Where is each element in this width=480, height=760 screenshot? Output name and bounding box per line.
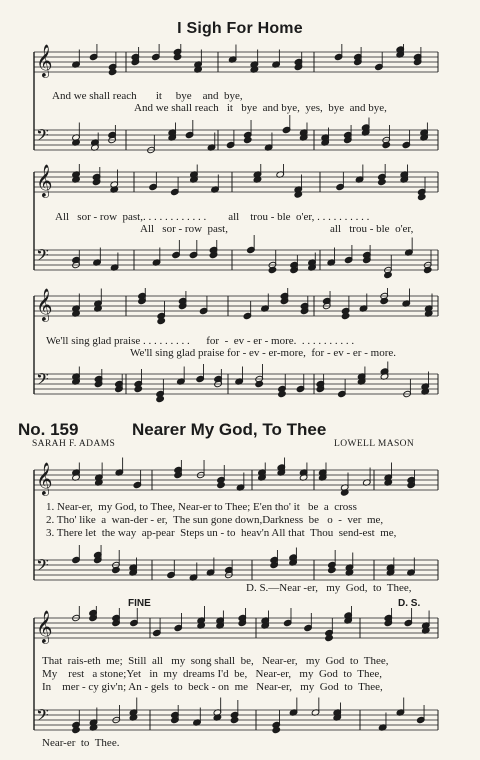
bass-clef: 𝄢 — [36, 245, 49, 269]
bass-clef: 𝄢 — [36, 125, 49, 149]
lyric-line: All sor - row past,. . . . . . . . . . . . all trou - ble o'er, . . . . . . . . . . — [55, 211, 370, 223]
lyric-line: All sor - row past, — [140, 223, 228, 235]
lyric-line: And we shall reach it bye and bye, yes, bye and bye, — [134, 102, 387, 114]
staff — [34, 606, 438, 644]
verse-line: 2. Tho' like a wan-der - er, The sun gone down,Darkness be o - ver me, — [46, 514, 384, 526]
lyric-line: And we shall reach it bye and bye, — [52, 90, 243, 102]
staff — [34, 362, 438, 403]
composer-credit: LOWELL MASON — [334, 439, 415, 449]
ds-lyric-line: D. S.—Near -er, my God, to Thee, — [246, 582, 412, 594]
staff — [34, 164, 438, 201]
refrain-line: That rais-eth me; Still all my song shall be, Near-er, my God to Thee, — [42, 655, 389, 667]
bass-clef: 𝄢 — [36, 705, 49, 729]
refrain-line: In mer - cy giv'n; An - gels to beck - on me Near-er, my God to Thee, — [42, 681, 383, 693]
ds-marking: D. S. — [398, 598, 421, 609]
staff — [34, 115, 438, 154]
treble-clef: 𝄞 — [36, 462, 53, 495]
staff — [34, 235, 438, 279]
bass-clef: 𝄢 — [36, 555, 49, 579]
staff — [34, 458, 438, 497]
bass-clef: 𝄢 — [36, 369, 49, 393]
lyric-line: We'll sing glad praise . . . . . . . . . for - ev - er - more. . . . . . . . . . . — [46, 335, 355, 347]
treble-clef: 𝄞 — [36, 44, 53, 77]
hymn1-title: I Sigh For Home — [177, 20, 303, 37]
treble-clef: 𝄞 — [36, 288, 53, 321]
treble-clef: 𝄞 — [36, 164, 53, 197]
hymn2-number: No. 159 — [18, 420, 79, 439]
author-credit: SARAH F. ADAMS — [32, 439, 116, 449]
verse-line: 1. Near-er, my God, to Thee, Near-er to Thee; E'en tho' it be a cross — [46, 501, 357, 513]
hymn2-title: Nearer My God, To Thee — [132, 420, 327, 439]
verse-line: 3. There let the way ap-pear Steps un - to heav'n All that Thou send-est me, — [46, 527, 397, 539]
staff — [34, 698, 438, 734]
staff — [34, 288, 438, 325]
refrain-line: My rest a stone;Yet in my dreams I'd be, Near-er, my God to Thee, — [42, 668, 383, 680]
staff — [34, 545, 438, 581]
staff — [34, 44, 438, 78]
fine-marking: FINE — [128, 598, 151, 609]
ending-lyric: Near-er to Thee. — [42, 737, 120, 749]
lyric-line: We'll sing glad praise for - ev - er-more, for - ev - er - more. — [130, 347, 396, 359]
treble-clef: 𝄞 — [36, 610, 53, 643]
lyric-line: all trou - ble o'er, — [330, 223, 414, 235]
